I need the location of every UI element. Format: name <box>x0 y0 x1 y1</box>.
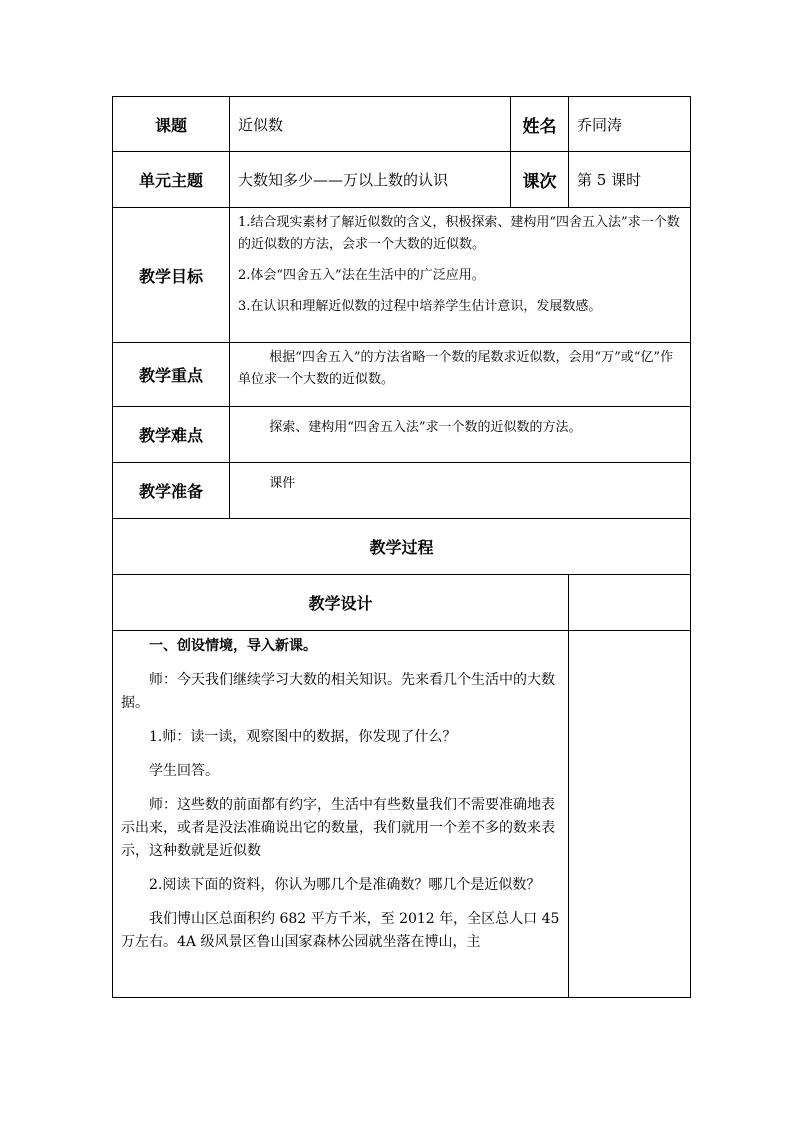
section-heading: 一、创设情境，导入新课。 <box>149 638 317 654</box>
unit-label: 单元主题 <box>113 152 230 208</box>
design-body-text <box>121 635 560 997</box>
topic-value: 近似数 <box>230 97 511 152</box>
lesson-value: 第 5 课时 <box>569 152 691 208</box>
body-paragraph: 1.师：读一读，观察图中的数据，你发现了什么？ <box>149 729 457 745</box>
design-body <box>113 631 569 998</box>
body-paragraph: 师：今天我们继续学习大数的相关知识。先来看几个生活中的大数据。 <box>121 672 555 711</box>
lesson-plan-table <box>112 96 691 998</box>
topic-label: 课题 <box>113 97 230 152</box>
key-points-content <box>230 343 691 407</box>
unit-value: 大数知多少——万以上数的认识 <box>230 152 511 208</box>
design-title-row <box>113 575 691 631</box>
difficulties-text: 探索、建构用“四舍五入法”求一个数的近似数的方法。 <box>269 420 582 435</box>
process-title: 教学过程 <box>113 519 691 575</box>
process-title-row <box>113 519 691 575</box>
notes-body-cell <box>569 631 691 998</box>
preparation-content <box>230 463 691 519</box>
body-paragraph: 我们博山区总面积约 682 平方千米，至 2012 年，全区总人口 45 万左右。4A 级风景区鲁山国家森林公园就坐落在博山，主 <box>121 911 560 950</box>
name-label: 姓名 <box>511 97 569 152</box>
difficulties-row <box>113 407 691 463</box>
design-title: 教学设计 <box>113 575 569 631</box>
unit-row <box>113 152 691 208</box>
key-points-row <box>113 343 691 407</box>
body-paragraph: 学生回答。 <box>149 763 219 779</box>
goals-content <box>230 208 691 343</box>
key-points-label: 教学重点 <box>113 343 230 407</box>
body-paragraph: 2.阅读下面的资料，你认为哪几个是准确数？哪几个是近似数？ <box>149 877 541 893</box>
goals-label: 教学目标 <box>113 208 230 343</box>
name-value: 乔同涛 <box>569 97 691 152</box>
preparation-label: 教学准备 <box>113 463 230 519</box>
preparation-text: 课件 <box>269 476 296 491</box>
difficulties-label: 教学难点 <box>113 407 230 463</box>
goal-item: 2.体会“四舍五入”法在生活中的广泛应用。 <box>238 268 485 283</box>
lesson-label: 课次 <box>511 152 569 208</box>
goals-row <box>113 208 691 343</box>
topic-row <box>113 97 691 152</box>
design-body-row <box>113 631 691 998</box>
goal-item: 3.在认识和理解近似数的过程中培养学生估计意识，发展数感。 <box>238 299 602 314</box>
preparation-row <box>113 463 691 519</box>
notes-header-cell <box>569 575 691 631</box>
body-paragraph: 师：这些数的前面都有约字，生活中有些数量我们不需要准确地表示出来，或者是没法准确说出它的数量，我们就用一个差不多的数来表示，这种数就是近似数 <box>121 797 555 859</box>
difficulties-content <box>230 407 691 463</box>
goal-item: 1.结合现实素材了解近似数的含义，积极探索、建构用“四舍五入法”求一个数的近似数的方法，会求一个大数的近似数。 <box>238 215 680 252</box>
key-points-text: 根据“四舍五入”的方法省略一个数的尾数求近似数，会用“万”或“亿”作单位求一个大数的近似数。 <box>238 350 674 387</box>
